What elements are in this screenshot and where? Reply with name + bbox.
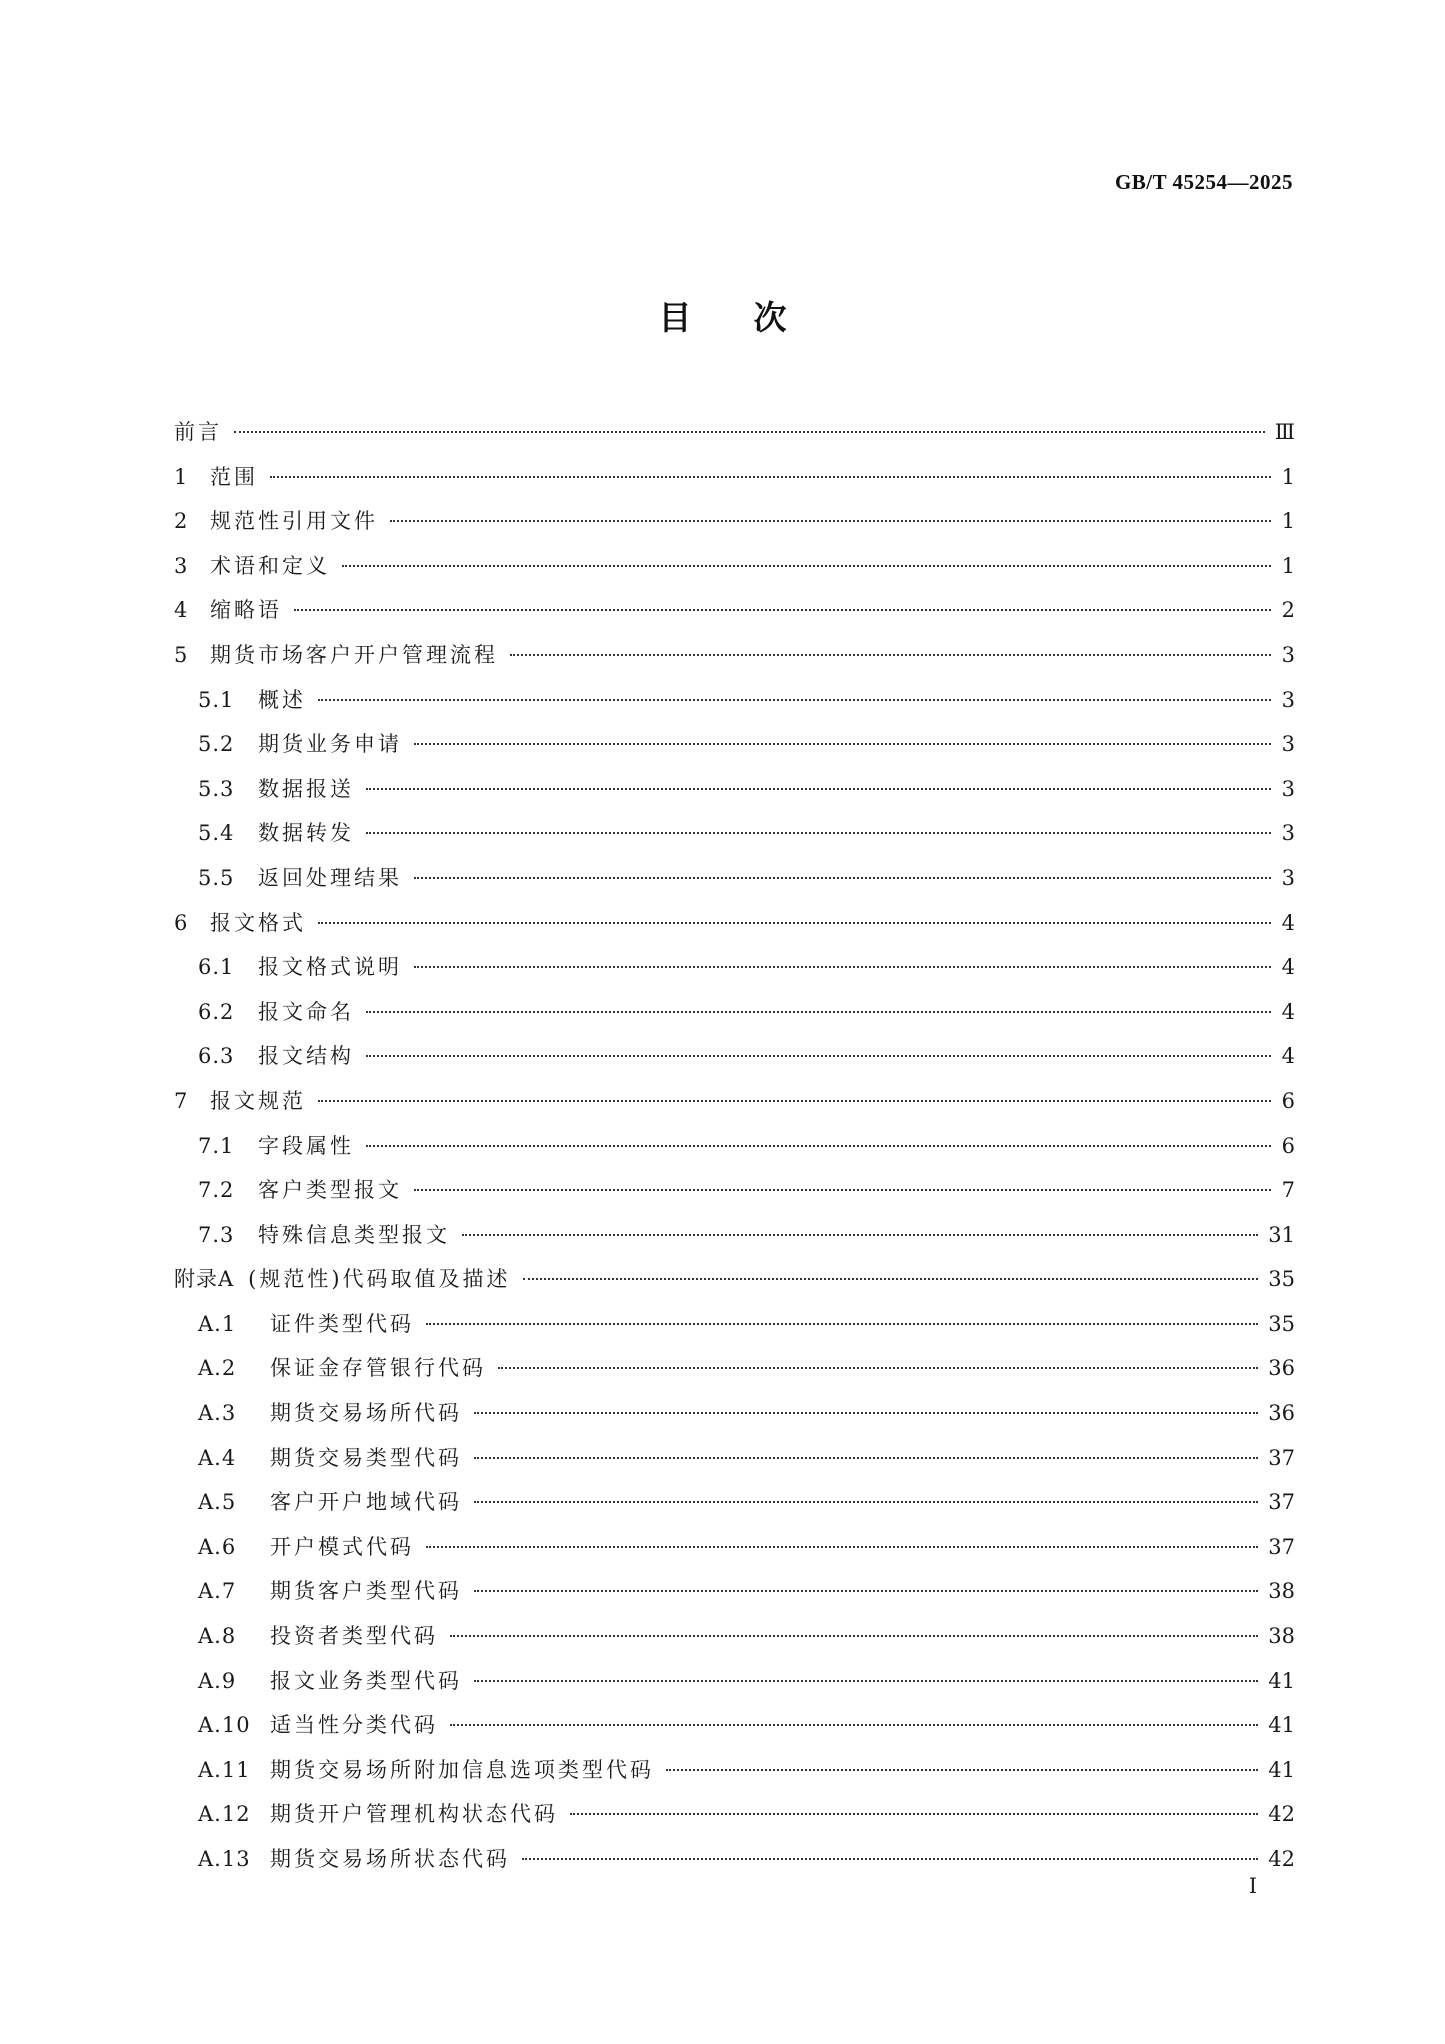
toc-entry-number: A.11 — [198, 1757, 251, 1782]
toc-dot-leader — [510, 654, 1271, 656]
toc-dot-leader — [498, 1367, 1258, 1369]
toc-entry-number: 5.5 — [198, 865, 235, 890]
toc-entry[interactable] — [174, 1837, 1295, 1882]
toc-entry-page: 31 — [1268, 1222, 1295, 1247]
toc-dot-leader — [474, 1680, 1258, 1682]
toc-entry-title: 期货客户类型代码 — [270, 1579, 462, 1604]
toc-dot-leader — [522, 1858, 1258, 1860]
toc-entry-title: 字段属性 — [258, 1133, 354, 1158]
toc-entry-title: 前言 — [174, 420, 222, 444]
toc-entry-page: 3 — [1281, 821, 1295, 846]
toc-entry-number: A.2 — [198, 1356, 237, 1381]
toc-entry[interactable] — [174, 1614, 1295, 1659]
toc-entry-page: 42 — [1268, 1847, 1295, 1871]
toc-entry-number: A.6 — [198, 1534, 237, 1559]
toc-entry-title: 开户模式代码 — [270, 1534, 414, 1559]
toc-entry-page: 4 — [1281, 1044, 1295, 1069]
toc-entry-page: 6 — [1281, 1133, 1295, 1158]
toc-entry-number: 7.3 — [198, 1222, 235, 1247]
standard-code: GB/T 45254—2025 — [1114, 170, 1293, 194]
toc-entry-number: 7 — [174, 1088, 189, 1113]
toc-entry-title: 投资者类型代码 — [270, 1624, 438, 1649]
toc-dot-leader — [414, 743, 1271, 745]
toc-dot-leader — [414, 1189, 1271, 1191]
toc-entry-number: 2 — [174, 509, 189, 534]
toc-dot-leader — [270, 476, 1271, 478]
toc-entry-number: 6.2 — [198, 999, 235, 1024]
toc-entry[interactable] — [174, 1703, 1295, 1748]
toc-entry[interactable] — [174, 1079, 1295, 1124]
table-of-contents — [174, 410, 1295, 1882]
toc-dot-leader — [474, 1501, 1258, 1503]
toc-entry-number: A.7 — [198, 1579, 237, 1604]
toc-entry-number: A.9 — [198, 1668, 237, 1693]
toc-entry-title: 保证金存管银行代码 — [270, 1356, 486, 1381]
toc-entry[interactable] — [174, 767, 1295, 812]
toc-entry[interactable] — [174, 544, 1295, 589]
toc-entry[interactable] — [174, 455, 1295, 500]
toc-dot-leader — [318, 1100, 1271, 1102]
toc-entry-page: 1 — [1281, 553, 1295, 578]
toc-entry-page: 1 — [1281, 464, 1295, 489]
toc-entry[interactable] — [174, 1436, 1295, 1481]
toc-entry-number: 5.3 — [198, 776, 235, 801]
toc-dot-leader — [666, 1769, 1258, 1771]
toc-entry-number: 3 — [174, 553, 189, 578]
toc-entry-title: 期货开户管理机构状态代码 — [270, 1802, 558, 1827]
toc-entry[interactable] — [174, 1034, 1295, 1079]
toc-entry-page: 38 — [1268, 1624, 1295, 1649]
toc-entry-number: 1 — [174, 464, 189, 489]
toc-entry[interactable] — [174, 1659, 1295, 1704]
toc-dot-leader — [366, 1145, 1271, 1147]
toc-entry[interactable] — [174, 633, 1295, 678]
toc-dot-leader — [390, 520, 1271, 522]
toc-entry-title: 适当性分类代码 — [270, 1713, 438, 1738]
toc-entry[interactable] — [174, 1792, 1295, 1837]
toc-entry[interactable] — [174, 1525, 1295, 1570]
toc-entry[interactable] — [174, 1569, 1295, 1614]
toc-entry-page: 6 — [1281, 1088, 1295, 1113]
toc-entry-title: 客户开户地域代码 — [270, 1490, 462, 1515]
toc-dot-leader — [474, 1412, 1258, 1414]
toc-entry-title: 返回处理结果 — [258, 865, 402, 890]
toc-entry[interactable] — [174, 945, 1295, 990]
toc-entry[interactable] — [174, 410, 1295, 455]
toc-entry-title: 报文结构 — [258, 1044, 354, 1069]
toc-entry-title: 概述 — [258, 687, 306, 712]
toc-dot-leader — [426, 1546, 1258, 1548]
toc-entry-number: A.10 — [198, 1713, 251, 1738]
toc-entry-page: 3 — [1281, 776, 1295, 801]
toc-entry-title: 期货交易场所代码 — [270, 1401, 462, 1426]
toc-entry-number: A.3 — [198, 1401, 237, 1426]
toc-entry[interactable] — [174, 1168, 1295, 1213]
toc-dot-leader — [450, 1635, 1258, 1637]
toc-entry-page: 1 — [1281, 509, 1295, 534]
toc-entry-title: 证件类型代码 — [270, 1311, 414, 1336]
page-title: 目次 — [658, 298, 849, 337]
toc-dot-leader — [450, 1724, 1258, 1726]
toc-entry-number: A.4 — [198, 1445, 237, 1470]
toc-entry-page: 37 — [1268, 1490, 1295, 1515]
toc-dot-leader — [426, 1323, 1258, 1325]
toc-dot-leader — [474, 1590, 1258, 1592]
toc-entry-title: 规范性引用文件 — [210, 509, 378, 534]
toc-dot-leader — [414, 966, 1271, 968]
toc-entry-page: 3 — [1281, 642, 1295, 667]
toc-entry-title: 客户类型报文 — [258, 1178, 402, 1203]
toc-entry-title: 期货交易场所状态代码 — [270, 1847, 510, 1871]
toc-entry[interactable] — [174, 1391, 1295, 1436]
toc-entry[interactable] — [174, 722, 1295, 767]
toc-entry[interactable] — [174, 856, 1295, 901]
toc-entry-number: 附录A — [174, 1267, 235, 1292]
toc-entry-number: A.13 — [198, 1847, 251, 1871]
toc-dot-leader — [462, 1234, 1258, 1236]
toc-entry[interactable] — [174, 1748, 1295, 1793]
toc-entry-page: 41 — [1268, 1757, 1295, 1782]
toc-entry-page: 3 — [1281, 732, 1295, 757]
toc-entry-title: 数据转发 — [258, 821, 354, 846]
toc-entry-title: 范围 — [210, 464, 258, 489]
toc-entry-number: 5.1 — [198, 687, 235, 712]
toc-dot-leader — [318, 699, 1271, 701]
toc-entry-page: 42 — [1268, 1802, 1295, 1827]
toc-entry-page: 2 — [1281, 598, 1295, 623]
page-number: Ⅰ — [1248, 1874, 1257, 1898]
toc-entry-page: Ⅲ — [1274, 420, 1295, 444]
toc-entry-page: 3 — [1281, 865, 1295, 890]
toc-entry-title: 期货交易类型代码 — [270, 1445, 462, 1470]
toc-entry-number: 7.1 — [198, 1133, 235, 1158]
toc-entry-page: 35 — [1268, 1311, 1295, 1336]
toc-entry-number: 6.1 — [198, 955, 235, 980]
toc-entry-page: 7 — [1281, 1178, 1295, 1203]
toc-entry[interactable] — [174, 678, 1295, 723]
toc-dot-leader — [234, 431, 1265, 433]
toc-entry-title: 报文业务类型代码 — [270, 1668, 462, 1693]
toc-entry-title: 术语和定义 — [210, 553, 330, 578]
toc-dot-leader — [366, 1011, 1271, 1013]
toc-entry-title: 报文格式说明 — [258, 955, 402, 980]
toc-entry-title: 报文格式 — [210, 910, 306, 935]
toc-dot-leader — [342, 565, 1271, 567]
toc-dot-leader — [366, 788, 1271, 790]
toc-entry-title: 特殊信息类型报文 — [258, 1222, 450, 1247]
toc-dot-leader — [474, 1457, 1258, 1459]
toc-dot-leader — [570, 1813, 1258, 1815]
toc-entry-page: 36 — [1268, 1356, 1295, 1381]
toc-entry-page: 4 — [1281, 910, 1295, 935]
toc-entry[interactable] — [174, 1124, 1295, 1169]
toc-entry[interactable] — [174, 990, 1295, 1035]
toc-entry-page: 36 — [1268, 1401, 1295, 1426]
toc-entry-number: 5.2 — [198, 732, 235, 757]
toc-entry-title: 数据报送 — [258, 776, 354, 801]
toc-entry[interactable] — [174, 901, 1295, 946]
toc-entry-page: 4 — [1281, 955, 1295, 980]
toc-dot-leader — [523, 1278, 1259, 1280]
toc-entry-page: 3 — [1281, 687, 1295, 712]
toc-entry-title: (规范性)代码取值及描述 — [248, 1267, 511, 1292]
toc-entry-page: 41 — [1268, 1713, 1295, 1738]
toc-entry-number: A.1 — [198, 1311, 237, 1336]
toc-entry-title: 报文规范 — [210, 1088, 306, 1113]
toc-entry[interactable] — [174, 1302, 1295, 1347]
toc-dot-leader — [294, 609, 1271, 611]
toc-entry-page: 4 — [1281, 999, 1295, 1024]
toc-entry-page: 37 — [1268, 1445, 1295, 1470]
toc-entry-number: A.5 — [198, 1490, 237, 1515]
toc-entry[interactable] — [174, 811, 1295, 856]
toc-entry-title: 期货业务申请 — [258, 732, 402, 757]
toc-entry-title: 期货交易场所附加信息选项类型代码 — [270, 1757, 654, 1782]
toc-entry[interactable] — [174, 588, 1295, 633]
toc-entry-page: 35 — [1268, 1267, 1295, 1292]
toc-dot-leader — [318, 922, 1271, 924]
toc-entry-number: 5 — [174, 642, 189, 667]
toc-entry-number: 6.3 — [198, 1044, 235, 1069]
toc-entry-title: 缩略语 — [210, 598, 282, 623]
toc-dot-leader — [366, 1055, 1271, 1057]
toc-entry-number: 5.4 — [198, 821, 235, 846]
toc-entry-number: A.12 — [198, 1802, 251, 1827]
toc-entry-page: 41 — [1268, 1668, 1295, 1693]
toc-entry[interactable] — [174, 1480, 1295, 1525]
toc-dot-leader — [414, 877, 1271, 879]
toc-entry[interactable] — [174, 1257, 1295, 1302]
toc-entry-title: 期货市场客户开户管理流程 — [210, 642, 498, 667]
toc-entry[interactable] — [174, 1346, 1295, 1391]
toc-entry[interactable] — [174, 1213, 1295, 1258]
toc-entry-number: 4 — [174, 598, 189, 623]
toc-entry[interactable] — [174, 499, 1295, 544]
toc-entry-page: 38 — [1268, 1579, 1295, 1604]
toc-entry-page: 37 — [1268, 1534, 1295, 1559]
toc-dot-leader — [366, 832, 1271, 834]
toc-entry-number: 6 — [174, 910, 189, 935]
toc-entry-title: 报文命名 — [258, 999, 354, 1024]
toc-entry-number: A.8 — [198, 1624, 237, 1649]
toc-entry-number: 7.2 — [198, 1178, 235, 1203]
